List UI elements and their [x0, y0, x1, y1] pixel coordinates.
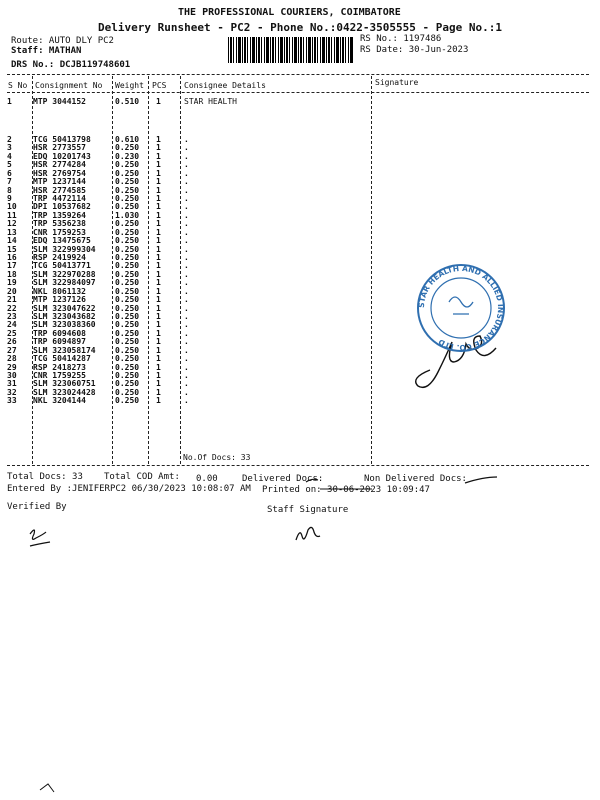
row-pcs: 1: [156, 337, 161, 347]
row-consignee-details: .: [184, 328, 189, 338]
row-sno: 1: [7, 97, 12, 106]
row-pcs: 1: [156, 379, 161, 389]
row-consignee-details: .: [184, 168, 189, 178]
row-pcs: 1: [156, 219, 161, 229]
row-pcs: 1: [156, 135, 161, 144]
company-stamp-icon: [415, 262, 507, 354]
col-details: Consignee Details: [184, 81, 266, 90]
staff-signature: [296, 527, 320, 540]
col-weight: Weight: [115, 81, 144, 90]
staff-signature-label: Staff Signature: [267, 505, 349, 515]
row-consignment-no: RSP 2419924: [33, 253, 86, 263]
row-sno: 19: [7, 278, 17, 288]
row-pcs: 1: [156, 202, 161, 212]
row-pcs: 1: [156, 177, 161, 187]
row-consignment-no: TRP 6094608: [33, 328, 86, 338]
row-weight: 0.250: [115, 328, 140, 338]
rs-number: RS No.: 1197486: [360, 34, 442, 44]
row-weight: 0.250: [115, 354, 140, 364]
row-sno: 10: [7, 202, 17, 212]
row-sno: 33: [7, 396, 17, 406]
row-pcs: 1: [156, 328, 161, 338]
row-pcs: 1: [156, 143, 161, 153]
row-consignee-details: .: [184, 202, 189, 212]
row-weight: 0.250: [115, 160, 140, 170]
row-weight: 0.250: [115, 168, 140, 178]
row-consignment-no: HSR 2774284: [33, 160, 86, 170]
row-consignment-no: CNR 1759255: [33, 371, 86, 381]
row-sno: 21: [7, 295, 17, 305]
row-pcs: 1: [156, 396, 161, 406]
row-pcs: 1: [156, 210, 161, 220]
row-sno: 16: [7, 253, 17, 263]
row-sno: 5: [7, 160, 12, 170]
row-consignment-no: NKL 3204144: [33, 396, 86, 406]
row-sno: 13: [7, 227, 17, 237]
row-consignment-no: SLM 323058174: [33, 345, 96, 355]
row-consignee-details: .: [184, 278, 189, 288]
row-pcs: 1: [156, 345, 161, 355]
stamp-text: STAR HEALTH AND ALLIED INSURANCE CO. LTD: [416, 263, 506, 353]
row-consignment-no: SLM 323043682: [33, 312, 96, 322]
verified-signature: [30, 530, 50, 546]
row-pcs: 1: [156, 303, 161, 313]
rs-date: RS Date: 30-Jun-2023: [360, 45, 469, 55]
row-sno: 9: [7, 194, 12, 203]
row-weight: 0.610: [115, 135, 140, 144]
row-weight: 0.250: [115, 185, 140, 195]
row-sno: 32: [7, 387, 17, 397]
col-sno: S No: [8, 81, 28, 90]
row-consignment-no: SLM 322970288: [33, 269, 96, 279]
row-sno: 2: [7, 135, 12, 144]
row-sno: 3: [7, 143, 12, 153]
row-weight: 0.250: [115, 320, 140, 330]
row-pcs: 1: [156, 261, 161, 271]
row-weight: 0.250: [115, 269, 140, 279]
row-consignee-details: .: [184, 312, 189, 322]
row-consignment-no: RSP 2418273: [33, 362, 86, 372]
row-sno: 26: [7, 337, 17, 347]
row-pcs: 1: [156, 236, 161, 246]
row-consignment-no: DPI 10537682: [33, 202, 91, 212]
row-weight: 0.250: [115, 227, 140, 237]
row-sno: 30: [7, 371, 17, 381]
row-weight: 0.250: [115, 345, 140, 355]
row-sno: 7: [7, 177, 12, 187]
row-weight: 0.250: [115, 337, 140, 347]
row-consignee-details: .: [184, 269, 189, 279]
row-pcs: 1: [156, 151, 161, 161]
row-consignee-details: .: [184, 151, 189, 161]
total-docs: Total Docs: 33: [7, 472, 83, 482]
row-consignment-no: SLM 323024428: [33, 387, 96, 397]
delivered-docs: Delivered Docs:: [242, 474, 324, 484]
row-weight: 0.250: [115, 387, 140, 397]
row-weight: 0.250: [115, 278, 140, 288]
row-sno: 18: [7, 269, 17, 279]
row-consignee-details: STAR HEALTH: [184, 97, 237, 106]
row-consignment-no: MTP 1237144: [33, 177, 86, 187]
row-weight: 0.510: [115, 97, 140, 106]
non-delivered-mark: [465, 477, 497, 483]
row-consignee-details: .: [184, 135, 189, 144]
row-consignment-no: HSR 2773557: [33, 143, 86, 153]
row-pcs: 1: [156, 97, 161, 106]
row-pcs: 1: [156, 168, 161, 178]
row-sno: 20: [7, 286, 17, 296]
row-weight: 0.250: [115, 362, 140, 372]
row-consignment-no: SLM 322999304: [33, 244, 96, 254]
row-consignee-details: .: [184, 354, 189, 364]
row-pcs: 1: [156, 227, 161, 237]
row-weight: 1.030: [115, 210, 140, 220]
row-consignee-details: .: [184, 371, 189, 381]
row-consignment-no: TRP 4472114: [33, 194, 86, 203]
col-consignment: Consignment No: [35, 81, 103, 90]
row-consignee-details: .: [184, 345, 189, 355]
row-weight: 0.250: [115, 312, 140, 322]
row-weight: 0.250: [115, 219, 140, 229]
row-consignee-details: .: [184, 185, 189, 195]
row-consignee-details: .: [184, 236, 189, 246]
row-consignee-details: .: [184, 177, 189, 187]
row-weight: 0.250: [115, 261, 140, 271]
row-consignee-details: .: [184, 210, 189, 220]
row-consignee-details: .: [184, 396, 189, 406]
row-consignment-no: HSR 2769754: [33, 168, 86, 178]
row-consignee-details: .: [184, 194, 189, 203]
row-consignee-details: .: [184, 362, 189, 372]
row-consignee-details: .: [184, 320, 189, 330]
row-consignment-no: EDQ 10201743: [33, 151, 91, 161]
non-delivered-docs: Non Delivered Docs:: [364, 474, 467, 484]
row-consignment-no: TCG 50413798: [33, 135, 91, 144]
row-consignment-no: SLM 323038360: [33, 320, 96, 330]
row-sno: 11: [7, 210, 17, 220]
row-sno: 14: [7, 236, 17, 246]
row-sno: 15: [7, 244, 17, 254]
row-consignment-no: MTP 1237126: [33, 295, 86, 305]
row-consignee-details: .: [184, 379, 189, 389]
row-weight: 0.250: [115, 177, 140, 187]
row-consignee-details: .: [184, 337, 189, 347]
route-label: Route: AUTO DLY PC2: [11, 36, 114, 46]
row-weight: 0.250: [115, 379, 140, 389]
row-sno: 23: [7, 312, 17, 322]
printed-on: Printed on: 30-06-2023 10:09:47: [262, 485, 430, 495]
row-consignment-no: TCG 50414287: [33, 354, 91, 364]
row-consignee-details: .: [184, 286, 189, 296]
row-sno: 28: [7, 354, 17, 364]
row-pcs: 1: [156, 269, 161, 279]
row-pcs: 1: [156, 286, 161, 296]
row-weight: 0.250: [115, 236, 140, 246]
drs-number: DRS No.: DCJB119748601: [11, 60, 131, 70]
row-pcs: 1: [156, 194, 161, 203]
row-pcs: 1: [156, 244, 161, 254]
row-weight: 0.250: [115, 202, 140, 212]
row-weight: 0.250: [115, 253, 140, 263]
runsheet-title: Delivery Runsheet - PC2 - Phone No.:0422-3505555 - Page No.:1: [98, 21, 502, 34]
row-sno: 17: [7, 261, 17, 271]
total-cod-label: Total COD Amt:: [104, 472, 180, 482]
row-consignee-details: .: [184, 160, 189, 170]
delivered-tick-mark: [306, 479, 318, 482]
row-consignee-details: .: [184, 261, 189, 271]
row-consignment-no: SLM 323047622: [33, 303, 96, 313]
row-weight: 0.250: [115, 295, 140, 305]
row-sno: 25: [7, 328, 17, 338]
row-consignment-no: MTP 3044152: [33, 97, 86, 106]
row-consignment-no: NKL 8061132: [33, 286, 86, 296]
row-weight: 0.250: [115, 396, 140, 406]
row-consignee-details: .: [184, 219, 189, 229]
row-pcs: 1: [156, 312, 161, 322]
row-sno: 27: [7, 345, 17, 355]
row-sno: 12: [7, 219, 17, 229]
row-sno: 6: [7, 168, 12, 178]
row-consignee-details: .: [184, 295, 189, 305]
total-cod-value: 0.00: [196, 474, 218, 484]
row-weight: 0.250: [115, 286, 140, 296]
verified-by-label: Verified By: [7, 502, 67, 512]
row-sno: 4: [7, 151, 12, 161]
row-consignment-no: SLM 323060751: [33, 379, 96, 389]
row-pcs: 1: [156, 320, 161, 330]
row-consignee-details: .: [184, 143, 189, 153]
row-pcs: 1: [156, 354, 161, 364]
staff-label: Staff: MATHAN: [11, 46, 82, 56]
col-signature: Signature: [375, 78, 419, 87]
row-consignment-no: HSR 2774585: [33, 185, 86, 195]
row-consignment-no: CNR 1759253: [33, 227, 86, 237]
row-consignment-no: TRP 1359264: [33, 210, 86, 220]
company-name: THE PROFESSIONAL COURIERS, COIMBATORE: [178, 7, 401, 18]
row-consignment-no: TRP 6094897: [33, 337, 86, 347]
row-weight: 0.250: [115, 371, 140, 381]
row-weight: 0.250: [115, 194, 140, 203]
row-pcs: 1: [156, 387, 161, 397]
row-consignee-details: .: [184, 387, 189, 397]
row-consignee-details: .: [184, 253, 189, 263]
row-consignment-no: TRP 5356238: [33, 219, 86, 229]
row-pcs: 1: [156, 371, 161, 381]
row-sno: 8: [7, 185, 12, 195]
corner-mark: [40, 784, 54, 792]
row-consignment-no: EDQ 13475675: [33, 236, 91, 246]
entered-by: Entered By :JENIFERPC2 06/30/2023 10:08:07 AM: [7, 484, 251, 494]
row-pcs: 1: [156, 278, 161, 288]
row-consignee-details: .: [184, 244, 189, 254]
row-consignment-no: SLM 322984097: [33, 278, 96, 288]
row-sno: 24: [7, 320, 17, 330]
row-pcs: 1: [156, 185, 161, 195]
row-pcs: 1: [156, 253, 161, 263]
row-pcs: 1: [156, 295, 161, 305]
row-sno: 31: [7, 379, 17, 389]
row-consignee-details: .: [184, 303, 189, 313]
row-pcs: 1: [156, 160, 161, 170]
row-weight: 0.250: [115, 244, 140, 254]
row-weight: 0.250: [115, 303, 140, 313]
row-weight: 0.250: [115, 143, 140, 153]
row-sno: 29: [7, 362, 17, 372]
row-consignee-details: .: [184, 227, 189, 237]
row-weight: 0.230: [115, 151, 140, 161]
col-pcs: PCS: [152, 81, 167, 90]
row-sno: 22: [7, 303, 17, 313]
row-pcs: 1: [156, 362, 161, 372]
row-consignment-no: TCG 50413771: [33, 261, 91, 271]
no-of-docs: No.Of Docs: 33: [183, 453, 251, 462]
